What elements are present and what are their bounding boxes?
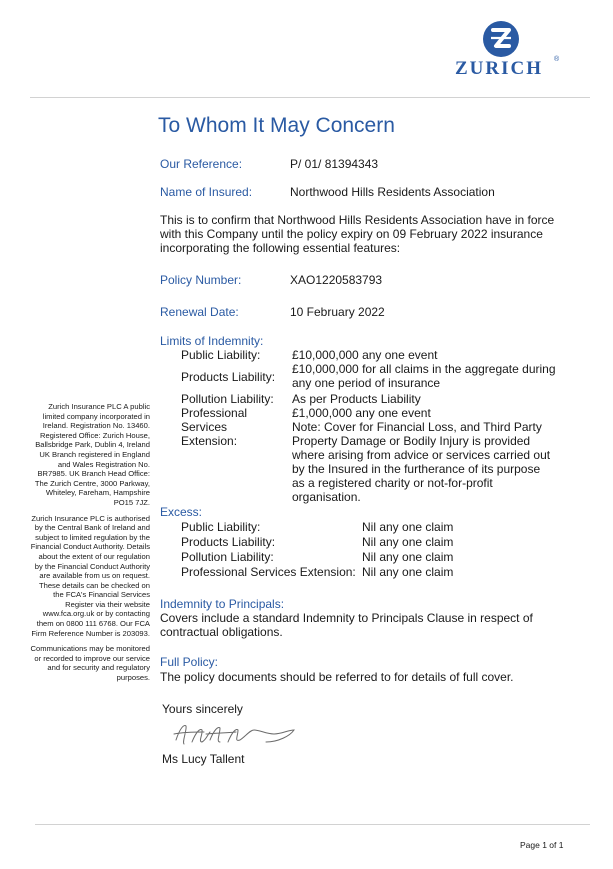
full-policy-text: The policy documents should be referred to for details of full cover. [160, 670, 514, 684]
renewal-date-label: Renewal Date: [160, 305, 239, 319]
limit-value-professional: £1,000,000 any one event [292, 406, 431, 420]
limit-value-public: £10,000,000 any one event [292, 348, 438, 362]
closing-salutation: Yours sincerely [162, 702, 243, 716]
excess-value-products: Nil any one claim [362, 535, 454, 549]
excess-value-public: Nil any one claim [362, 520, 454, 534]
excess-heading: Excess: [160, 505, 203, 519]
excess-label-products: Products Liability: [181, 535, 276, 549]
limits-heading: Limits of Indemnity: [160, 334, 264, 348]
legal-sidebar [30, 402, 150, 689]
legal-monitoring-info: Communications may be monitored or recorded to improve our service and for security and regulatory purposes. [30, 644, 150, 683]
limit-label-professional: Professional Services Extension: [181, 406, 248, 448]
full-policy-heading: Full Policy: [160, 655, 219, 669]
reference-label: Our Reference: [160, 157, 243, 171]
signatory-name: Ms Lucy Tallent [162, 752, 245, 766]
excess-label-professional: Professional Services Extension: [181, 565, 356, 579]
signature-image [170, 718, 305, 750]
page-title: To Whom It May Concern [158, 114, 395, 137]
principals-text: Covers include a standard Indemnity to Principals Clause in respect of contractual obligations. [160, 611, 533, 639]
intro-paragraph: This is to confirm that Northwood Hills Residents Association have in force with this Company until the policy expiry on 09 February 2022 insurance incorporating the following essential features: [160, 213, 555, 255]
excess-value-pollution: Nil any one claim [362, 550, 454, 564]
excess-value-professional: Nil any one claim [362, 565, 454, 579]
excess-label-public: Public Liability: [181, 520, 261, 534]
policy-number-label: Policy Number: [160, 273, 242, 287]
legal-regulation-info: Zurich Insurance PLC is authorised by the Central Bank of Ireland and subject to limited regulation by the Financial Conduct Authority. Details about the extent of our regulation by the Financial Conduct Authority are available from us on request. These details can be checked on the FCA's Financial Services Register via their website www.fca.org.uk or by contacting them on 0800 111 6768. Our FCA Firm Reference Number is 203093. [30, 513, 150, 638]
brand-wordmark: ZURICH [455, 58, 544, 79]
limit-value-pollution: As per Products Liability [292, 392, 421, 406]
legal-company-info: Zurich Insurance PLC A public limited company incorporated in Ireland. Registration No. 13460. Registered Office: Zurich House, Ballsbridge Park, Dublin 4, Ireland UK Branch registered in England and Wales Registration No. BR7985. UK Branch Head Office: The Zurich Centre, 3000 Parkway, Whiteley, Fareham, Hampshire PO15 7JZ. [34, 402, 150, 507]
page-number: Page 1 of 1 [520, 840, 564, 850]
limit-label-pollution: Pollution Liability: [181, 392, 274, 406]
zurich-logo-icon [482, 20, 520, 58]
insured-value: Northwood Hills Residents Association [290, 185, 495, 199]
renewal-date-value: 10 February 2022 [290, 305, 385, 319]
registered-mark: ® [554, 56, 560, 63]
principals-heading: Indemnity to Principals: [160, 597, 285, 611]
reference-value: P/ 01/ 81394343 [290, 157, 379, 171]
excess-label-pollution: Pollution Liability: [181, 550, 274, 564]
limit-label-products: Products Liability: [181, 370, 276, 384]
policy-number-value: XAO1220583793 [290, 273, 383, 287]
footer-divider [35, 824, 590, 825]
limit-label-public: Public Liability: [181, 348, 261, 362]
header-divider [30, 97, 590, 98]
insured-label: Name of Insured: [160, 185, 253, 199]
limit-value-products: £10,000,000 for all claims in the aggregate during any one period of insurance [292, 362, 556, 390]
limit-note-professional: Note: Cover for Financial Loss, and Third Party Property Damage or Bodily Injury is provided where arising from advice or services carried out by the Insured in the furtherance of its purpose as a registered charity or not-for-profit organisation. [292, 420, 551, 504]
